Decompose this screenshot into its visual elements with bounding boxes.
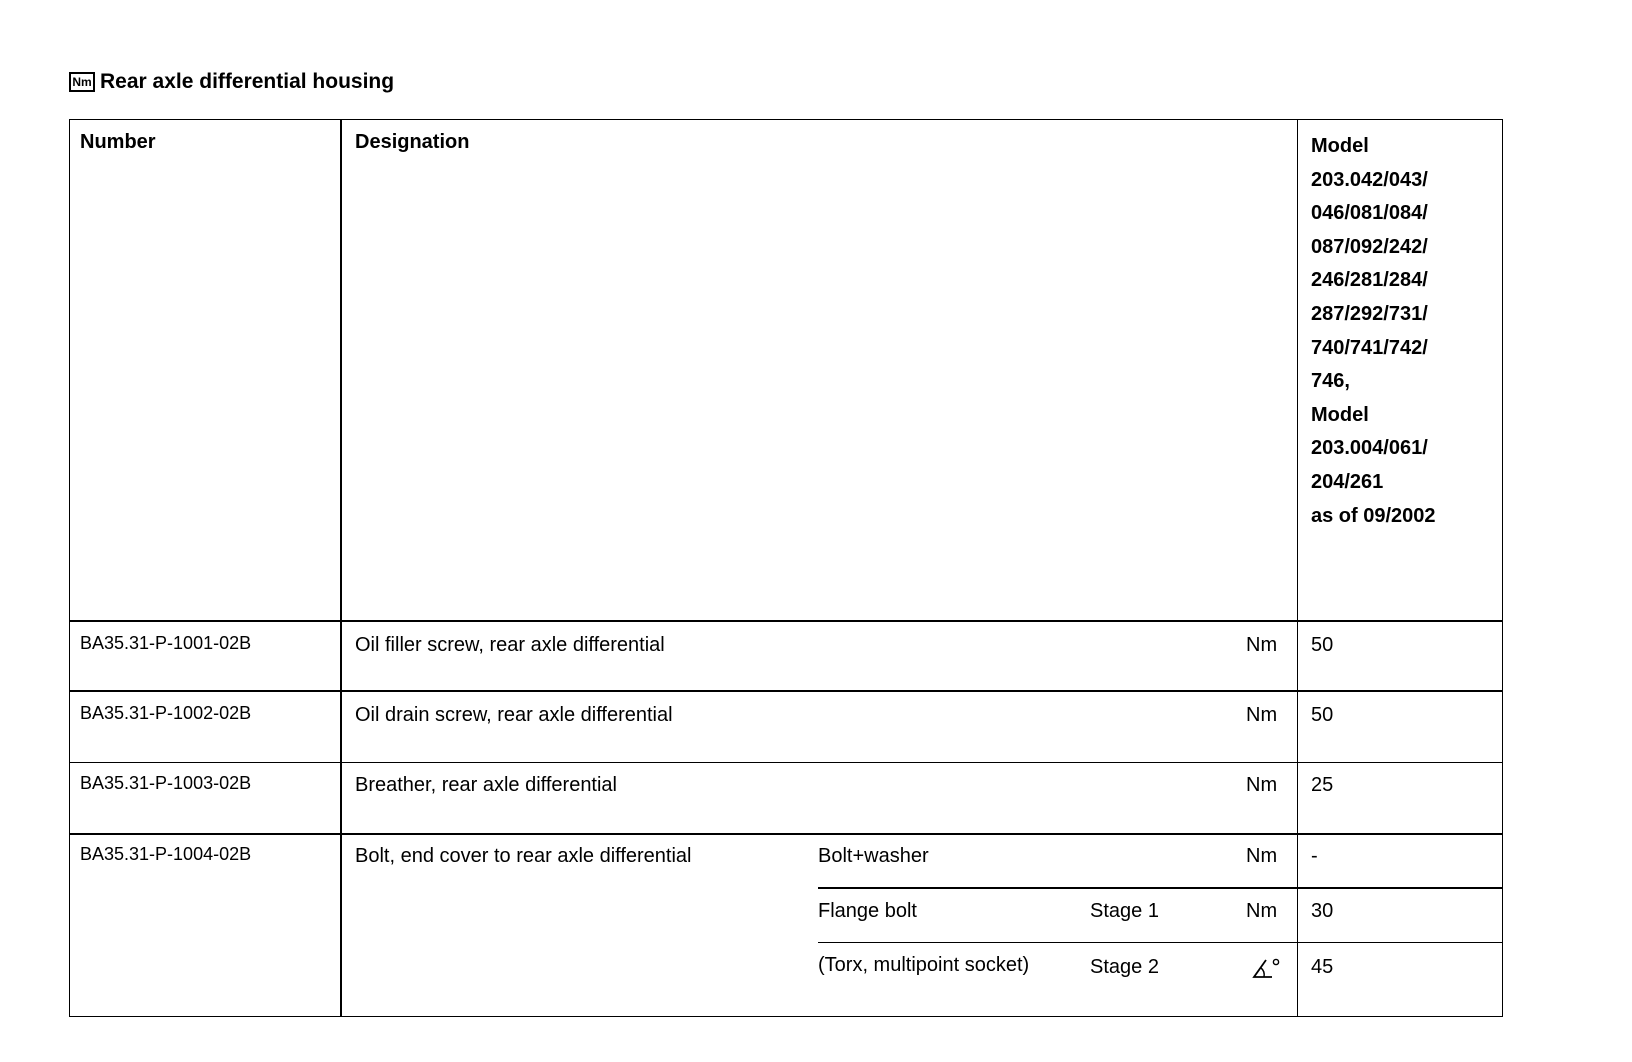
table-border-bottom xyxy=(69,1016,1502,1017)
row-value: 50 xyxy=(1311,704,1334,726)
row-divider xyxy=(69,833,1502,835)
row-divider xyxy=(69,620,1502,622)
header-model-line: 246/281/284/ xyxy=(1311,269,1428,292)
column-divider-number xyxy=(340,119,342,1017)
header-model-line: 087/092/242/ xyxy=(1311,235,1428,258)
row-number: BA35.31-P-1002-02B xyxy=(80,703,252,723)
header-model-line: 740/741/742/ xyxy=(1311,336,1428,359)
row-unit: Nm xyxy=(1246,774,1278,796)
header-model-line: 203.004/061/ xyxy=(1311,437,1428,460)
page-title: Rear axle differential housing xyxy=(100,70,395,93)
header-model-line: as of 09/2002 xyxy=(1311,504,1436,527)
row-number: BA35.31-P-1001-02B xyxy=(80,633,252,653)
row-value: 50 xyxy=(1311,634,1334,656)
header-model-line: 046/081/084/ xyxy=(1311,202,1428,225)
header-model-line: Model xyxy=(1311,403,1369,426)
table-border-top xyxy=(69,119,1502,120)
table-border-right xyxy=(1502,119,1503,1017)
row-designation: Oil drain screw, rear axle differential xyxy=(355,704,673,726)
row-value: 25 xyxy=(1311,774,1334,796)
header-designation: Designation xyxy=(355,131,470,153)
subrow-label: Flange bolt xyxy=(818,900,917,922)
table-border-left xyxy=(69,119,70,1017)
row-unit: Nm xyxy=(1246,634,1278,656)
row-designation: Breather, rear axle differential xyxy=(355,774,618,796)
header-model-line: 746, xyxy=(1311,370,1350,393)
row-designation: Oil filler screw, rear axle differential xyxy=(355,634,665,656)
subrow-label: (Torx, multipoint socket) xyxy=(818,954,1030,976)
subrow-stage: Stage 1 xyxy=(1090,900,1159,922)
column-divider-model xyxy=(1297,119,1298,1017)
header-model xyxy=(1311,130,1436,533)
row-unit: Nm xyxy=(1246,704,1278,726)
header-number: Number xyxy=(80,131,156,153)
subrow-value: - xyxy=(1311,845,1318,867)
header-model-line: 287/292/731/ xyxy=(1311,302,1428,325)
row-divider xyxy=(69,690,1502,692)
row-number: BA35.31-P-1003-02B xyxy=(80,773,252,793)
header-model-line: Model xyxy=(1311,135,1369,157)
subrow-value: 30 xyxy=(1311,900,1334,922)
subrow-unit: Nm xyxy=(1246,845,1278,867)
nm-torque-icon: Nm xyxy=(69,72,95,92)
subrow-label: Bolt+washer xyxy=(818,845,929,867)
subrow-divider xyxy=(818,942,1502,943)
subrow-value: 45 xyxy=(1311,956,1334,978)
subrow-stage: Stage 2 xyxy=(1090,956,1159,978)
angle-degree-icon xyxy=(1252,957,1282,981)
row-divider xyxy=(69,762,1502,763)
row-designation: Bolt, end cover to rear axle differential xyxy=(355,845,692,867)
header-model-line: 203.042/043/ xyxy=(1311,168,1428,191)
row-number: BA35.31-P-1004-02B xyxy=(80,844,252,864)
subrow-divider xyxy=(818,887,1502,889)
header-model-line: 204/261 xyxy=(1311,470,1384,493)
subrow-unit: Nm xyxy=(1246,900,1278,922)
